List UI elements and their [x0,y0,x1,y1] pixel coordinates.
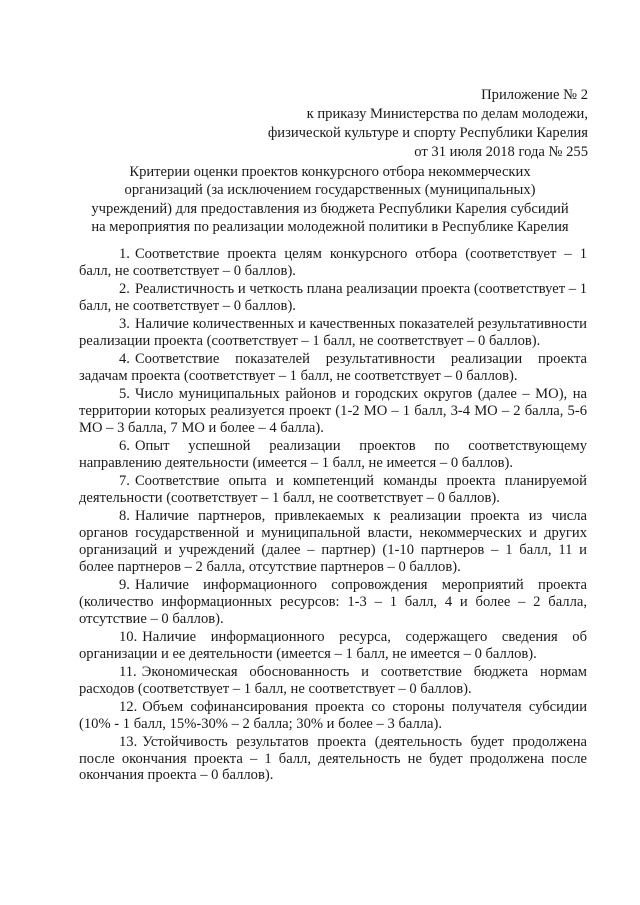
appendix-header [208,86,588,162]
criterion-item [79,246,587,280]
appendix-date: от 31 июля 2018 года № 255 [414,144,588,160]
criterion-text: Соответствие опыта и компетенций команды проекта планируемой деятельности (соответствует – 1 балл, не соответствует – 0 баллов). [79,472,587,506]
criterion-text: Число муниципальных районов и городских округов (далее – МО), на территории которых реализуется проект (1-2 МО – 1 балл, 3-4 МО – 2 балла, 5-6 МО – 3 балла, 7 МО и более – 4 балла). [79,386,587,436]
criterion-text: Наличие информационного ресурса, содержащего сведения об организации и ее деятельности (имеется – 1 балл, не имеется – 0 баллов). [79,628,587,662]
criterion-text: Опыт успешной реализации проектов по соответствующему направлению деятельности (имеется – 1 балл, не имеется – 0 баллов). [79,437,587,471]
criterion-text: Наличие количественных и качественных показателей результативности реализации проекта (соответствует – 1 балл, не соответствует – 0 баллов). [79,316,587,349]
appendix-order-ref: к приказу Министерства по делам молодежи, [306,106,588,122]
criterion-item [79,664,587,698]
criterion-item [79,734,587,785]
criterion-text: Соответствие проекта целям конкурсного отбора (соответствует – 1 балл, не соответствует – 0 баллов). [79,246,587,279]
criterion-number: 5. [119,386,130,402]
criterion-item [79,577,587,628]
criterion-number: 2. [119,281,130,297]
criterion-text: Объем софинансирования проекта со стороны получателя субсидии (10% - 1 балл, 15%-30% – 2 балла; 30% и более – 3 балла). [79,698,587,732]
criterion-item [79,629,587,663]
criterion-item [79,438,587,472]
title-line: организаций (за исключением государственных (муниципальных) [124,182,536,199]
title-line: Критерии оценки проектов конкурсного отбора некоммерческих [129,164,531,180]
criterion-number: 3. [119,316,130,332]
criterion-item [79,281,587,315]
criterion-number: 8. [119,507,130,524]
criterion-number: 11. [119,663,137,680]
criterion-text: Соответствие показателей результативности реализации проекта задачам проекта (соответствует – 1 балл, не соответствует – 0 баллов). [79,351,587,384]
title-line: на мероприятия по реализации молодежной политики в Республике Карелия [91,219,569,236]
criterion-number: 12. [119,698,138,715]
title-line: учреждений) для предоставления из бюджета Республики Карелия субсидий [91,200,569,217]
criterion-number: 9. [119,576,130,593]
criterion-item [79,386,587,437]
appendix-ministry: физической культуре и спорту Республики Карелия [267,125,588,141]
criterion-number: 1. [119,246,130,262]
criterion-text: Реалистичность и четкость плана реализации проекта (соответствует – 1 балл, не соответствует – 0 баллов). [79,281,587,314]
criterion-item [79,508,587,576]
criterion-number: 7. [119,472,130,489]
appendix-number: Приложение № 2 [481,87,588,103]
criterion-text: Экономическая обоснованность и соответствие бюджета нормам расходов (соответствует – 1 балл, не соответствует – 0 баллов). [79,663,587,697]
criterion-text: Устойчивость результатов проекта (деятельность будет продолжена после окончания проекта – 1 балл, деятельность не будет продолжена после окончания проекта – 0 баллов). [79,733,587,784]
criteria-list [79,246,587,786]
criterion-text: Наличие партнеров, привлекаемых к реализации проекта из числа органов государственной и муниципальной власти, некоммерческих и других организаций и учреждений (далее – партнер) (1-10 партнеров – 1 балл, 11 и более партнеров – 2 балла, отсутствие партнеров – 0 баллов). [79,507,587,575]
criterion-number: 6. [119,437,130,454]
criterion-item [79,473,587,507]
criterion-text: Наличие информационного сопровождения мероприятий проекта (количество информационных ресурсов: 1-3 – 1 балл, 4 и более – 2 балла, отсутствие – 0 баллов). [79,576,587,627]
criterion-number: 10. [119,628,138,645]
criterion-item [79,351,587,385]
criterion-number: 4. [119,351,130,367]
document-title [60,163,600,237]
criterion-number: 13. [119,733,138,750]
criterion-item [79,316,587,350]
criterion-item [79,699,587,733]
